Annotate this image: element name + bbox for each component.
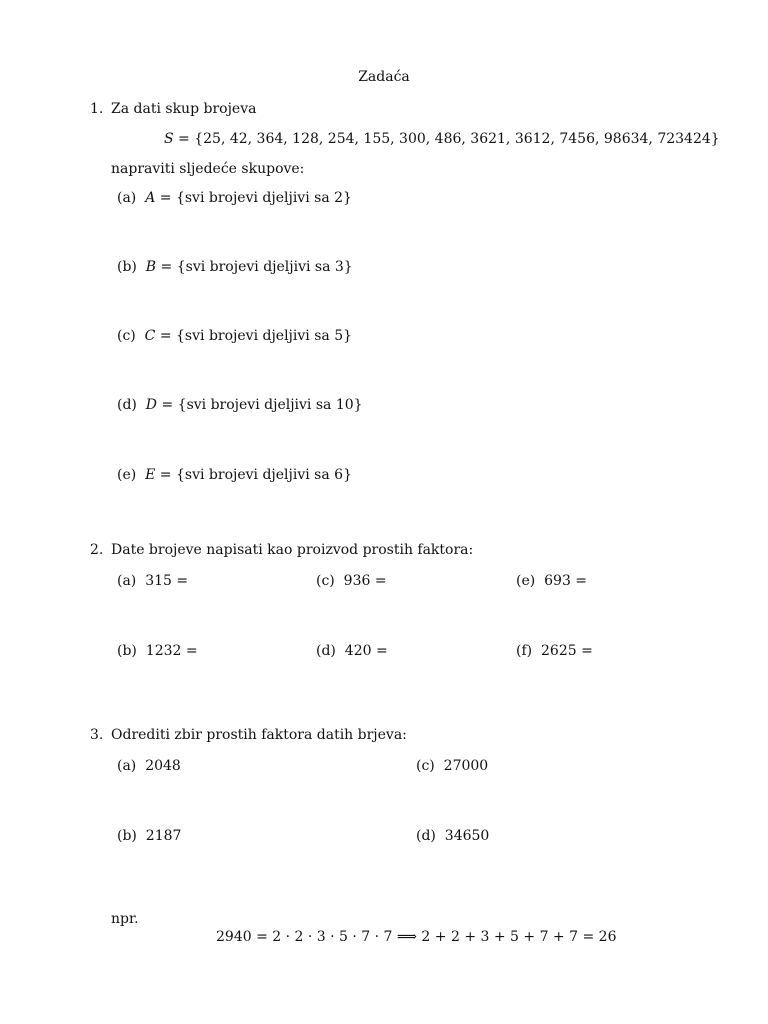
subquestion-d	[316, 642, 388, 660]
question-text: Date brojeve napisati kao proizvod prostih faktora:	[111, 542, 474, 558]
subquestion-label: (d)	[117, 397, 137, 413]
subquestion-d	[416, 827, 489, 845]
subquestion-expression: 1232 =	[145, 643, 198, 659]
question-instruction: napraviti sljedeće skupove:	[111, 161, 305, 177]
subquestion-b	[117, 642, 198, 660]
question-text: Za dati skup brojeva	[111, 101, 257, 117]
set-condition: = {svi brojevi djeljivi sa 2}	[155, 190, 352, 206]
subquestion-label: (a)	[117, 573, 137, 589]
set-condition: = {svi brojevi djeljivi sa 6}	[155, 467, 352, 483]
subquestion-expression: 420 =	[344, 643, 388, 659]
subquestion-c	[316, 572, 387, 590]
subquestion-label: (c)	[117, 328, 136, 344]
question-text: Odrediti zbir prostih faktora datih brjeva:	[111, 727, 407, 743]
subquestion-label: (d)	[316, 643, 336, 659]
subquestion-expression: 2048	[145, 758, 181, 774]
subquestion-b	[117, 827, 181, 845]
subquestion-a	[117, 572, 188, 590]
subquestion-label: (d)	[416, 828, 436, 844]
subquestion-b	[117, 258, 353, 276]
subquestion-label: (c)	[316, 573, 335, 589]
subquestion-expression: 315 =	[145, 573, 189, 589]
subquestion-label: (a)	[117, 190, 137, 206]
set-definition	[164, 130, 720, 148]
example-formula: 2940 = 2 · 2 · 3 · 5 · 7 · 7 ⟹ 2 + 2 + 3 + 5 + 7 + 7 = 26	[216, 929, 617, 945]
subquestion-label: (a)	[117, 758, 137, 774]
question-number: 1.	[90, 101, 104, 117]
subquestion-label: (b)	[117, 259, 137, 275]
subquestion-c	[416, 757, 488, 775]
subquestion-label: (b)	[117, 828, 137, 844]
subquestion-label: (e)	[117, 467, 137, 483]
example-label: npr.	[111, 911, 139, 927]
subquestion-e	[117, 466, 352, 484]
subquestion-a	[117, 189, 352, 207]
subquestion-expression: 936 =	[343, 573, 387, 589]
set-variable: E	[145, 467, 156, 483]
set-variable: C	[144, 328, 156, 344]
subquestion-e	[516, 572, 587, 590]
subquestion-label: (f)	[516, 643, 533, 659]
set-variable: D	[145, 397, 158, 413]
subquestion-expression: 2625 =	[541, 643, 593, 659]
subquestion-expression: 27000	[443, 758, 489, 774]
subquestion-label: (c)	[416, 758, 435, 774]
subquestion-expression: 34650	[444, 828, 490, 844]
set-condition: = {svi brojevi djeljivi sa 10}	[157, 397, 363, 413]
subquestion-expression: 2187	[145, 828, 182, 844]
subquestion-expression: 693 =	[544, 573, 588, 589]
subquestion-label: (b)	[117, 643, 137, 659]
question-number: 2.	[90, 542, 104, 558]
subquestion-a	[117, 757, 181, 775]
question-number: 3.	[90, 727, 104, 743]
set-variable: B	[145, 259, 157, 275]
subquestion-label: (e)	[516, 573, 536, 589]
subquestion-c	[117, 327, 352, 345]
set-elements: = {25, 42, 364, 128, 254, 155, 300, 486, 3621, 3612, 7456, 98634, 723424}	[173, 131, 720, 147]
set-condition: = {svi brojevi djeljivi sa 5}	[155, 328, 353, 344]
subquestion-f	[516, 642, 593, 660]
subquestion-d	[117, 396, 363, 414]
page-title: Zadaća	[358, 69, 410, 85]
set-variable: A	[145, 190, 156, 206]
set-variable: S	[164, 131, 174, 147]
set-condition: = {svi brojevi djeljivi sa 3}	[156, 259, 353, 275]
